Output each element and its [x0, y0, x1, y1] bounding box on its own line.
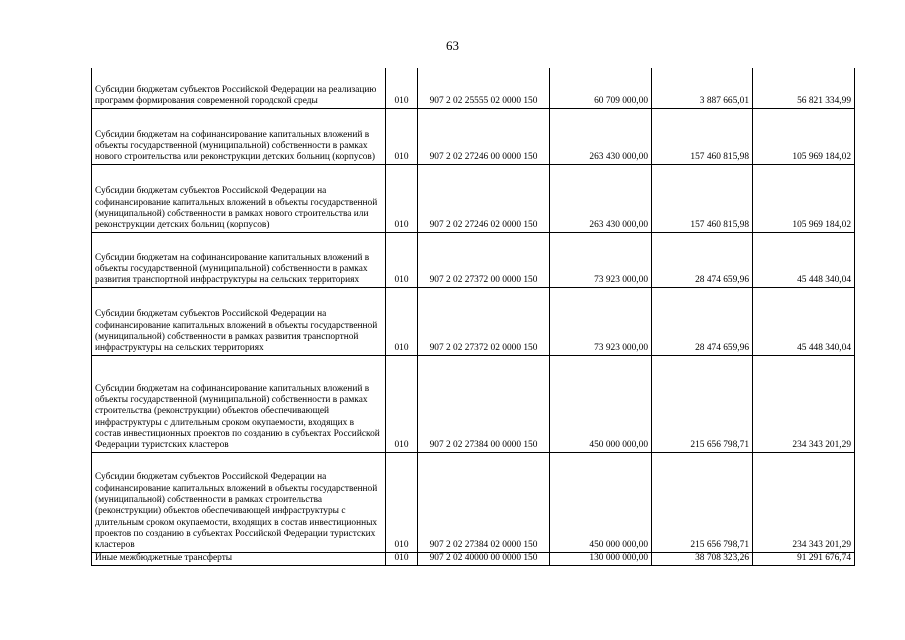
table-row: [92, 552, 855, 565]
executed-amount: 215 656 798,71: [652, 452, 753, 552]
budget-classification-code: 907 2 02 40000 00 0000 150: [418, 552, 550, 565]
admin-code: 010: [386, 452, 418, 552]
row-description: Субсидии бюджетам субъектов Российской Федерации на софинансирование капитальных вложений в объекты государственной (муниципальной) собственности в рамках нового строительства или реконструкции детских больниц (корпусов): [92, 164, 386, 232]
budget-classification-code: 907 2 02 27246 02 0000 150: [418, 164, 550, 232]
planned-amount: 60 709 000,00: [550, 68, 652, 108]
budget-classification-code: 907 2 02 27372 02 0000 150: [418, 287, 550, 355]
budget-classification-code: 907 2 02 27384 00 0000 150: [418, 355, 550, 452]
executed-amount: 3 887 665,01: [652, 68, 753, 108]
executed-amount: 38 708 323,26: [652, 552, 753, 565]
executed-amount: 28 474 659,96: [652, 287, 753, 355]
table-row: [92, 108, 855, 164]
page-number: 63: [446, 38, 459, 53]
table-row: [92, 68, 855, 108]
row-description: Субсидии бюджетам субъектов Российской Федерации на реализацию программ формирования современной городской среды: [92, 68, 386, 108]
row-description: Субсидии бюджетам субъектов Российской Федерации на софинансирование капитальных вложений в объекты государственной (муниципальной) собственности в рамках строительства (реконструкции) объектов обеспечивающей инфраструктуры с длительным сроком окупаемости, входящих в состав инвестиционных проектов по созданию в субъектах Российской Федерации туристских кластеров: [92, 452, 386, 552]
table-row: [92, 232, 855, 287]
admin-code: 010: [386, 287, 418, 355]
table-row: [92, 287, 855, 355]
table-row: [92, 164, 855, 232]
budget-classification-code: 907 2 02 27384 02 0000 150: [418, 452, 550, 552]
remaining-amount: 56 821 334,99: [753, 68, 855, 108]
table-row: [92, 452, 855, 552]
remaining-amount: 234 343 201,29: [753, 452, 855, 552]
remaining-amount: 91 291 676,74: [753, 552, 855, 565]
executed-amount: 28 474 659,96: [652, 232, 753, 287]
planned-amount: 450 000 000,00: [550, 355, 652, 452]
planned-amount: 130 000 000,00: [550, 552, 652, 565]
row-description: Субсидии бюджетам субъектов Российской Федерации на софинансирование капитальных вложений в объекты государственной (муниципальной) собственности в рамках развития транспортной инфраструктуры на сельских территориях: [92, 287, 386, 355]
admin-code: 010: [386, 108, 418, 164]
planned-amount: 73 923 000,00: [550, 287, 652, 355]
admin-code: 010: [386, 232, 418, 287]
remaining-amount: 45 448 340,04: [753, 287, 855, 355]
remaining-amount: 45 448 340,04: [753, 232, 855, 287]
budget-classification-code: 907 2 02 25555 02 0000 150: [418, 68, 550, 108]
planned-amount: 263 430 000,00: [550, 164, 652, 232]
budget-classification-code: 907 2 02 27372 00 0000 150: [418, 232, 550, 287]
row-description: Иные межбюджетные трансферты: [92, 552, 386, 565]
admin-code: 010: [386, 552, 418, 565]
row-description: Субсидии бюджетам на софинансирование капитальных вложений в объекты государственной (муниципальной) собственности в рамках развития транспортной инфраструктуры на сельских территориях: [92, 232, 386, 287]
executed-amount: 215 656 798,71: [652, 355, 753, 452]
remaining-amount: 105 969 184,02: [753, 164, 855, 232]
executed-amount: 157 460 815,98: [652, 164, 753, 232]
planned-amount: 450 000 000,00: [550, 452, 652, 552]
remaining-amount: 105 969 184,02: [753, 108, 855, 164]
admin-code: 010: [386, 68, 418, 108]
planned-amount: 263 430 000,00: [550, 108, 652, 164]
remaining-amount: 234 343 201,29: [753, 355, 855, 452]
planned-amount: 73 923 000,00: [550, 232, 652, 287]
table-row: [92, 355, 855, 452]
row-description: Субсидии бюджетам на софинансирование капитальных вложений в объекты государственной (муниципальной) собственности в рамках нового строительства или реконструкции детских больниц (корпусов): [92, 108, 386, 164]
admin-code: 010: [386, 355, 418, 452]
row-description: Субсидии бюджетам на софинансирование капитальных вложений в объекты государственной (муниципальной) собственности в рамках строительства (реконструкции) объектов обеспечивающей инфраструктуры с длительным сроком окупаемости, входящих в состав инвестиционных проектов по созданию в субъектах Российской Федерации туристских кластеров: [92, 355, 386, 452]
budget-classification-code: 907 2 02 27246 00 0000 150: [418, 108, 550, 164]
executed-amount: 157 460 815,98: [652, 108, 753, 164]
budget-table: [91, 68, 855, 566]
admin-code: 010: [386, 164, 418, 232]
